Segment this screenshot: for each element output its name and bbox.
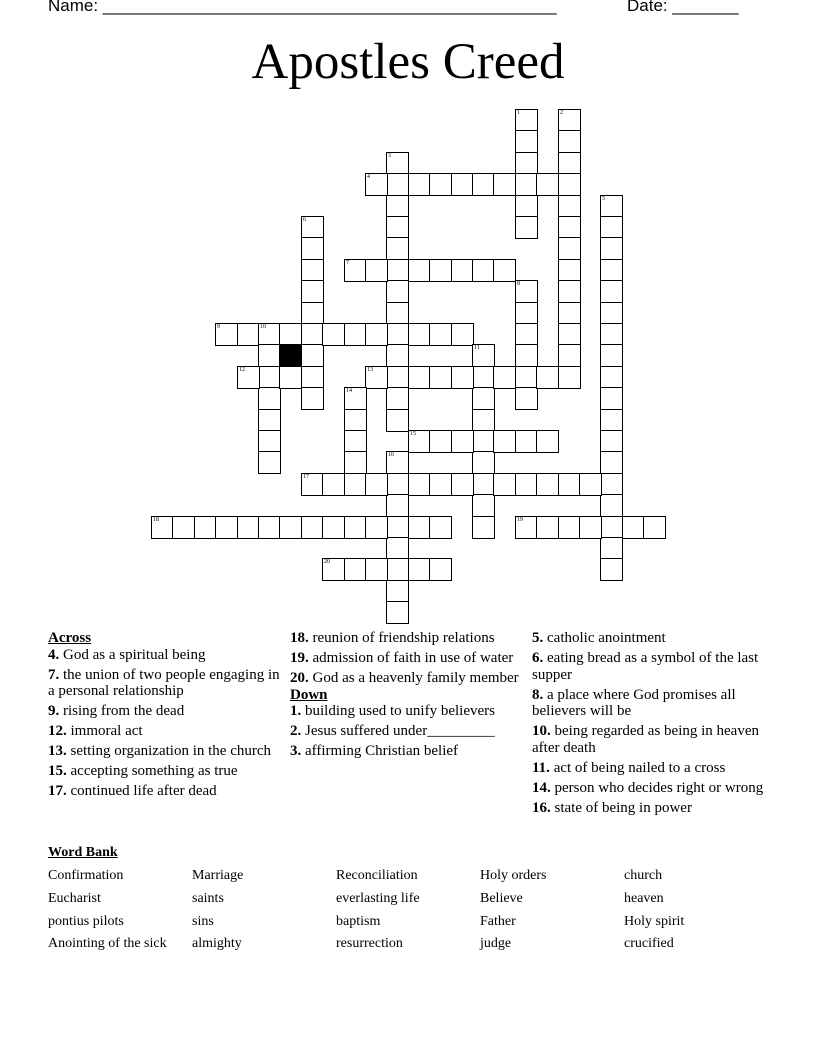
crossword-cell[interactable] [365,558,388,581]
clue-text: setting organization in the church [70,743,272,759]
down-clue [290,743,525,760]
clue-number: 6. [532,650,544,666]
cell-number: 8 [517,281,520,287]
word-bank-item: church [624,868,663,883]
crossword-cell[interactable] [558,344,581,367]
clue-number: 19. [290,650,309,666]
word-bank-item: Anointing of the sick [48,936,167,951]
across-clue [48,723,283,740]
crossword-cell[interactable] [579,516,602,539]
word-bank-item: Marriage [192,868,244,883]
crossword-cell[interactable] [429,366,452,389]
crossword-cell[interactable] [600,430,623,453]
crossword-cell[interactable] [472,451,495,474]
crossword-cell[interactable] [237,516,260,539]
crossword-cell[interactable] [536,516,559,539]
crossword-cell[interactable] [515,366,538,389]
crossword-cell[interactable] [408,430,431,453]
crossword-cell[interactable] [386,494,409,517]
crossword-cell[interactable] [600,302,623,325]
crossword-cell[interactable] [472,430,495,453]
crossword-cell[interactable] [386,280,409,303]
crossword-cell[interactable] [365,516,388,539]
crossword-cell[interactable] [258,516,281,539]
down-clue [532,687,767,720]
crossword-cell[interactable] [472,366,495,389]
crossword-cell[interactable] [600,344,623,367]
crossword-cell[interactable] [558,259,581,282]
crossword-cell[interactable] [493,366,516,389]
crossword-cell[interactable] [558,173,581,196]
crossword-cell[interactable] [515,280,538,303]
crossword-cell[interactable] [536,366,559,389]
clue-text: person who decides right or wrong [554,779,764,796]
clue-number: 9. [48,703,60,719]
crossword-cell[interactable] [600,516,623,539]
clue-number: 3. [290,743,302,759]
crossword-cell[interactable] [301,280,324,303]
crossword-cell[interactable] [386,366,409,389]
crossword-cell[interactable] [600,387,623,410]
crossword-cell[interactable] [301,216,324,239]
crossword-cell[interactable] [344,473,367,496]
crossword-cell[interactable] [172,516,195,539]
crossword-cell[interactable] [386,473,409,496]
clue-number: 14. [532,779,551,796]
crossword-cell[interactable] [579,473,602,496]
crossword-cell[interactable] [386,195,409,218]
across-clue [48,763,283,780]
crossword-cell[interactable] [301,387,324,410]
down-clue [290,723,525,740]
cell-number: 11 [474,345,480,351]
cell-number: 17 [303,474,309,480]
word-bank-item: pontius pilots [48,914,124,929]
cell-number: 20 [324,559,330,565]
crossword-cell[interactable] [472,409,495,432]
clue-text: being regarded as being in heaven after death [532,723,759,756]
clue-number: 11. [532,759,550,776]
clue-text: immoral act [70,723,143,739]
crossword-cell[interactable] [408,366,431,389]
crossword-cell[interactable] [515,173,538,196]
crossword-cell[interactable] [451,259,474,282]
crossword-cell[interactable] [365,259,388,282]
crossword-cell[interactable] [429,173,452,196]
crossword-cell[interactable] [344,323,367,346]
crossword-cell[interactable] [386,152,409,175]
crossword-cell[interactable] [194,516,217,539]
crossword-cell[interactable] [386,387,409,410]
crossword-cell[interactable] [408,473,431,496]
crossword-cell[interactable] [386,216,409,239]
crossword-cell[interactable] [301,302,324,325]
clue-number: 12. [48,723,67,739]
crossword-cell[interactable] [322,558,345,581]
crossword-cell[interactable] [151,516,174,539]
clue-text: the union of two people engaging in a personal relationship [48,666,280,699]
clue-text: admission of faith in use of water [312,650,514,666]
page-title: Apostles Creed [251,34,565,90]
clue-column-2 [290,630,525,763]
crossword-cell[interactable] [558,280,581,303]
clue-number: 13. [48,743,67,759]
clue-number: 17. [48,783,67,799]
crossword-cell[interactable] [301,323,324,346]
clue-number: 10. [532,723,551,739]
crossword-cell[interactable] [386,409,409,432]
crossword-cell[interactable] [258,387,281,410]
down-clue [532,723,767,756]
crossword-cell[interactable] [429,516,452,539]
crossword-cell[interactable] [279,323,302,346]
crossword-cell[interactable] [344,430,367,453]
crossword-cell[interactable] [558,130,581,153]
down-clue [532,630,767,647]
crossword-cell[interactable] [386,323,409,346]
crossword-cell[interactable] [600,473,623,496]
down-clue [532,650,767,683]
crossword-cell[interactable] [344,558,367,581]
across-heading: Across [48,630,92,646]
crossword-cell[interactable] [386,537,409,560]
crossword-cell[interactable] [429,259,452,282]
crossword-cell[interactable] [622,516,645,539]
crossword-cell[interactable] [386,516,409,539]
word-bank-item: almighty [192,936,242,951]
crossword-cell[interactable] [386,451,409,474]
crossword-cell[interactable] [472,473,495,496]
cell-number: 5 [602,196,605,202]
crossword-cell[interactable] [515,130,538,153]
clue-number: 15. [48,763,67,779]
crossword-cell[interactable] [600,195,623,218]
crossword-cell[interactable] [386,302,409,325]
word-bank-item: Eucharist [48,891,101,906]
crossword-cell[interactable] [515,473,538,496]
crossword-cell[interactable] [515,430,538,453]
across-clue [48,783,283,800]
crossword-cell[interactable] [215,323,238,346]
crossword-cell[interactable] [600,259,623,282]
crossword-cell[interactable] [600,323,623,346]
crossword-cell[interactable] [558,195,581,218]
down-heading: Down [290,686,328,703]
cell-number: 15 [410,431,416,437]
crossword-cell[interactable] [451,173,474,196]
clue-text: accepting something as true [70,763,238,779]
date-field[interactable]: Date: _______ [627,0,739,15]
crossword-cell[interactable] [429,430,452,453]
crossword-cell[interactable] [558,237,581,260]
word-bank-item: Confirmation [48,868,124,883]
crossword-cell[interactable] [429,323,452,346]
crossword-cell[interactable] [237,366,260,389]
crossword-cell[interactable] [600,537,623,560]
crossword-cell[interactable] [365,366,388,389]
down-clue [532,780,767,797]
clue-number: 4. [48,646,60,663]
word-bank-item: everlasting life [336,891,420,906]
word-bank-item: Father [480,914,516,929]
down-clue [532,800,767,817]
word-bank-item: Holy orders [480,868,547,883]
crossword-cell[interactable] [365,473,388,496]
crossword-cell[interactable] [515,323,538,346]
crossword-cell[interactable] [301,473,324,496]
crossword-cell[interactable] [365,323,388,346]
crossword-cell[interactable] [408,516,431,539]
across-clue [48,703,283,720]
crossword-cell[interactable] [600,451,623,474]
across-clue [48,667,283,700]
crossword-cell[interactable] [472,173,495,196]
crossword-cell[interactable] [515,516,538,539]
crossword-cell[interactable] [600,280,623,303]
clue-number: 8. [532,686,544,703]
crossword-cell[interactable] [344,387,367,410]
crossword-cell[interactable] [600,216,623,239]
clue-text: rising from the dead [63,703,185,719]
word-bank-item: Believe [480,891,523,906]
crossword-cell[interactable] [408,323,431,346]
clue-text: state of being in power [554,799,692,816]
across-clue [290,650,525,667]
name-field[interactable]: Name: ________________________________________________ [48,0,557,15]
crossword-cell[interactable] [643,516,666,539]
crossword-cell[interactable] [279,516,302,539]
crossword-cell[interactable] [515,344,538,367]
down-clue [532,760,767,777]
clue-number: 16. [532,799,551,816]
crossword-cell[interactable] [215,516,238,539]
cell-number: 19 [517,517,523,523]
across-clue [290,630,525,647]
word-bank-item: Holy spirit [624,914,685,929]
cell-number: 10 [260,324,266,330]
crossword-cell[interactable] [472,387,495,410]
crossword-cell[interactable] [258,323,281,346]
word-bank-item: sins [192,914,214,929]
clue-number: 1. [290,703,302,719]
across-clue [48,647,283,664]
cell-number: 7 [346,260,349,266]
crossword-cell[interactable] [365,173,388,196]
crossword-cell[interactable] [558,152,581,175]
clue-text: affirming Christian belief [305,743,459,759]
crossword-cell[interactable] [558,323,581,346]
crossword-cell[interactable] [344,409,367,432]
crossword-cell[interactable] [408,173,431,196]
crossword-cell[interactable] [515,387,538,410]
cell-number: 3 [388,153,391,159]
crossword-cell[interactable] [301,516,324,539]
crossword-cell[interactable] [429,558,452,581]
crossword-cell[interactable] [386,173,409,196]
crossword-cell[interactable] [258,451,281,474]
crossword-cell[interactable] [237,323,260,346]
crossword-cell[interactable] [472,344,495,367]
clue-column-3 [532,630,767,820]
crossword-cell[interactable] [558,473,581,496]
crossword-cell[interactable] [258,366,281,389]
word-bank-item: heaven [624,891,664,906]
crossword-cell[interactable] [408,259,431,282]
crossword-cell[interactable] [386,601,409,624]
cell-number: 13 [367,367,373,373]
crossword-cell[interactable] [386,580,409,603]
cell-number: 9 [217,324,220,330]
crossword-cell[interactable] [301,237,324,260]
crossword-cell[interactable] [451,323,474,346]
crossword-cell[interactable] [279,366,302,389]
crossword-cell[interactable] [515,195,538,218]
word-bank-item: baptism [336,914,381,929]
crossword-cell[interactable] [451,473,474,496]
crossword-cell[interactable] [515,302,538,325]
crossword-cell[interactable] [558,302,581,325]
cell-number: 18 [153,517,159,523]
crossword-cell[interactable] [600,366,623,389]
black-cell [279,344,302,367]
crossword-cell[interactable] [600,558,623,581]
crossword-cell[interactable] [472,259,495,282]
clue-number: 2. [290,723,302,739]
crossword-cell[interactable] [536,430,559,453]
crossword-cell[interactable] [558,366,581,389]
crossword-cell[interactable] [493,430,516,453]
crossword-cell[interactable] [386,558,409,581]
crossword-cell[interactable] [515,109,538,132]
crossword-cell[interactable] [301,366,324,389]
word-bank-item: crucified [624,936,674,951]
crossword-cell[interactable] [558,109,581,132]
across-clue [48,743,283,760]
crossword-cell[interactable] [493,473,516,496]
crossword-cell[interactable] [258,409,281,432]
crossword-cell[interactable] [493,259,516,282]
clue-text: a place where God promises all believers will be [532,686,736,719]
clue-text: God as a spiritual being [63,646,206,663]
clue-text: God as a heavenly family member [312,670,519,686]
crossword-cell[interactable] [558,216,581,239]
word-bank-item: Reconciliation [336,868,418,883]
cell-number: 2 [560,110,563,116]
word-bank-item: saints [192,891,224,906]
word-bank-item: judge [480,936,512,951]
clue-number: 7. [48,666,60,683]
clue-text: catholic anointment [547,630,666,646]
word-bank-item: resurrection [336,936,403,951]
crossword-cell[interactable] [600,237,623,260]
clue-text: reunion of friendship relations [312,630,495,646]
crossword-cell[interactable] [386,237,409,260]
crossword-cell[interactable] [258,430,281,453]
crossword-cell[interactable] [301,259,324,282]
crossword-cell[interactable] [451,366,474,389]
clue-number: 18. [290,630,309,646]
crossword-cell[interactable] [451,430,474,453]
clue-text: building used to unify believers [305,703,495,719]
word-bank-heading: Word Bank [48,845,118,860]
cell-number: 16 [388,452,394,458]
across-clue [290,670,525,687]
clue-text: act of being nailed to a cross [553,759,726,776]
crossword-cell[interactable] [344,259,367,282]
down-clue [290,703,525,720]
crossword-cell[interactable] [344,451,367,474]
cell-number: 6 [303,217,306,223]
crossword-cell[interactable] [493,173,516,196]
crossword-cell[interactable] [600,409,623,432]
crossword-cell[interactable] [386,344,409,367]
crossword-cell[interactable] [536,173,559,196]
crossword-cell[interactable] [408,558,431,581]
cell-number: 1 [517,110,520,116]
crossword-cell[interactable] [515,216,538,239]
crossword-cell[interactable] [558,516,581,539]
crossword-cell[interactable] [515,152,538,175]
clue-text: eating bread as a symbol of the last supper [532,650,759,683]
clue-text: Jesus suffered under_________ [305,723,495,739]
crossword-cell[interactable] [472,494,495,517]
cell-number: 14 [346,388,352,394]
crossword-cell[interactable] [600,494,623,517]
crossword-cell[interactable] [536,473,559,496]
crossword-cell[interactable] [472,516,495,539]
clue-number: 20. [290,670,309,686]
crossword-cell[interactable] [322,473,345,496]
cell-number: 4 [367,174,370,180]
crossword-cell[interactable] [344,516,367,539]
crossword-cell[interactable] [429,473,452,496]
crossword-cell[interactable] [301,344,324,367]
crossword-cell[interactable] [322,516,345,539]
clue-text: continued life after dead [70,783,217,799]
clue-number: 5. [532,630,544,646]
crossword-cell[interactable] [258,344,281,367]
cell-number: 12 [239,367,245,373]
crossword-cell[interactable] [386,259,409,282]
clue-column-1 [48,630,283,803]
crossword-cell[interactable] [322,323,345,346]
